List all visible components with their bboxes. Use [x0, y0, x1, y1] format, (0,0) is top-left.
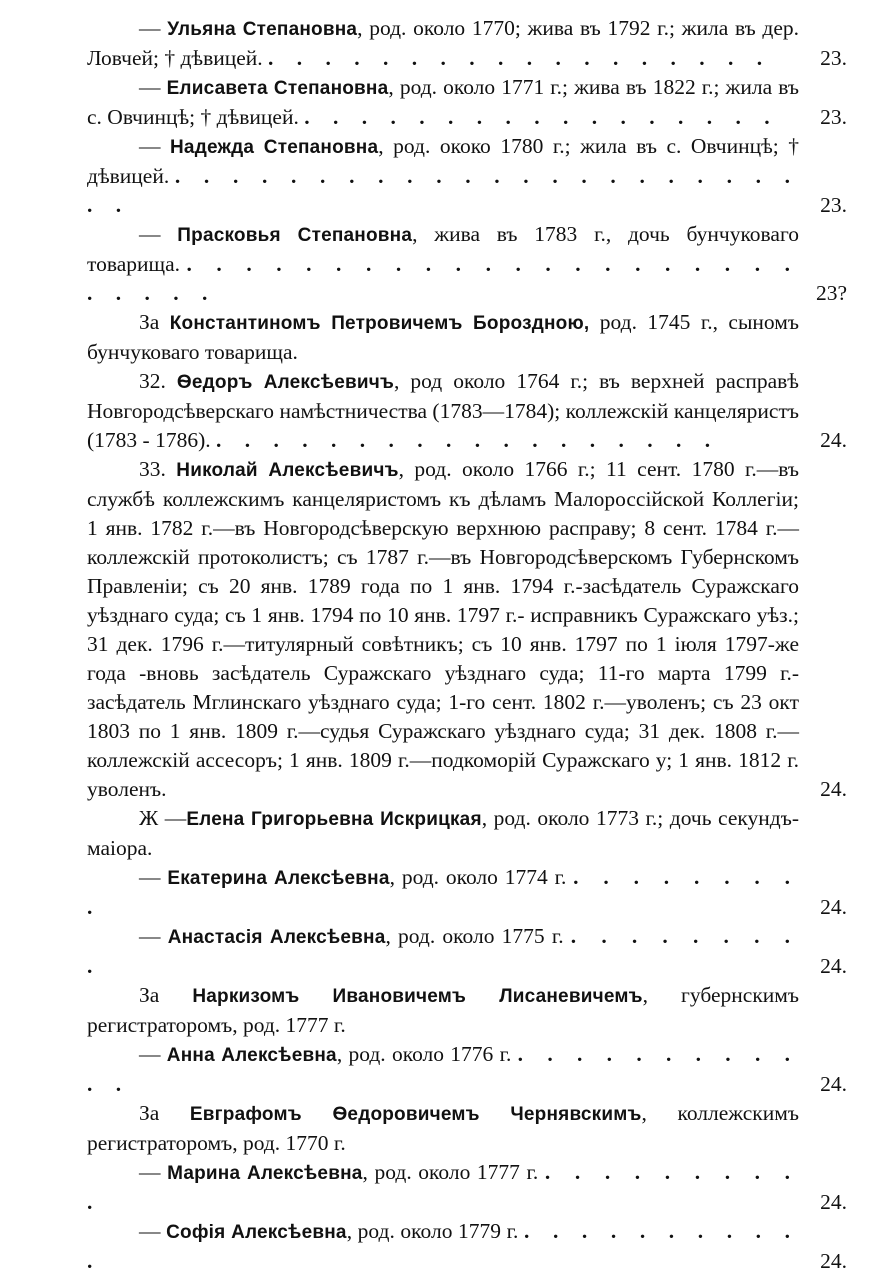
entry-text: , род. около 1779 г. [346, 1219, 524, 1243]
person-name: Надежда Степановна [170, 137, 379, 158]
page-reference: 23. [820, 46, 847, 70]
entry-text: , род. ококо 1780 г.; жила въ с. Овчинцѣ; † дѣвицей. [87, 134, 800, 188]
page-reference: 23. [820, 105, 847, 129]
person-name: Елисавета Степановна [166, 78, 389, 99]
entry-prefix: 33. [139, 457, 177, 481]
genealogy-entry [87, 1217, 847, 1276]
page-reference: 24. [820, 1190, 847, 1214]
entry-text: , род. около 1771 г.; жива въ 1822 г.; жила въ с. Овчинцѣ; † дѣвицей. [87, 75, 799, 129]
entry-text: , род. около 1773 г.; дочь секундъ-маіора. [87, 806, 800, 860]
entry-text: , род. около 1776 г. [336, 1042, 518, 1066]
genealogy-entry [87, 73, 847, 132]
entry-text: , род. около 1775 г. [385, 924, 571, 948]
genealogy-entry [87, 1158, 847, 1217]
genealogy-entry [87, 455, 847, 804]
page-reference: 23. [820, 193, 847, 217]
person-name: Евграфомъ Ѳедоровичемъ Чернявскимъ [189, 1104, 642, 1125]
leader-dots: . . . . . . . . . . . . . . . . . . [215, 428, 720, 452]
genealogy-entry [87, 132, 847, 220]
genealogy-entry [87, 14, 847, 73]
person-name: Наркизомъ Ивановичемъ Лисаневичемъ [192, 986, 643, 1007]
entry-prefix: 32. [139, 369, 177, 393]
person-name: Марина Алексѣевна [167, 1163, 363, 1184]
entry-prefix: Ж — [139, 806, 187, 830]
entry-prefix: За [139, 983, 193, 1007]
entry-text: , губернскимъ регистраторомъ, род. 1777 г. [87, 983, 799, 1037]
entry-prefix: — [139, 924, 168, 948]
person-name: Анна Алексѣевна [166, 1045, 337, 1066]
page-reference: 24. [820, 428, 847, 452]
leader-dots: . . . . . . . . . . . . . . . . . . [268, 46, 772, 70]
entry-prefix: — [139, 16, 168, 40]
genealogy-entry [87, 1099, 799, 1158]
entry-prefix: — [139, 222, 178, 246]
entry-text: , род около 1764 г.; въ верхней расправѣ Новгородсѣверскаго намѣстничества (1783—1784); коллежскій канцеляристъ (1783 - 1786). [87, 369, 799, 452]
entry-text: род. 1745 г., сыномъ бунчуковаго товарища. [87, 310, 799, 364]
person-name: Екатерина Алексѣевна [167, 868, 390, 889]
leader-dots: . . . . . . . . . [87, 924, 800, 978]
entry-text: , род. около 1766 г.; 11 сент. 1780 г.—въ службѣ коллежскимъ канцеляристомъ къ дѣламъ Малороссійской Коллегіи; 1 янв. 1782 г.—въ Новгородсѣверскую верхнюю расправу; 8 сент. 1784 г.—коллежскій протоколистъ; съ 1787 г.—въ Новгородсѣверскомъ Губернскомъ Правленіи; съ 20 янв. 1789 года по 1 янв. 1794 г.-засѣдатель Суражскаго уѣзднаго суда; съ 1 янв. 1794 по 10 янв. 1797 г.- исправникъ Суражскаго уѣз.; 31 дек. 1796 г.—титулярный совѣтникъ; съ 10 янв. 1797 по 1 іюля 1797-же года -вновь засѣдатель Суражскаго уѣзднаго суда; 11-го марта 1799 г.-засѣдатель Мглинскаго уѣзднаго суда; 1-го сент. 1802 г.—уволенъ; съ 23 окт 1803 по 1 янв. 1809 г.—судья Суражскаго уѣзднаго суда; 31 дек. 1808 г.—коллежскій ассесоръ; 1 янв. 1809 г.—подкоморій Суражскаго у; 1 янв. 1812 г. уволенъ. [87, 457, 800, 801]
entry-prefix: — [139, 75, 167, 99]
leader-dots: . . . . . . . . . . [87, 1160, 800, 1214]
genealogy-entry [87, 308, 799, 367]
entry-prefix: — [139, 1160, 168, 1184]
leader-dots: . . . . . . . . . . . [87, 1219, 800, 1273]
entry-text: , род. около 1777 г. [362, 1160, 545, 1184]
page-reference: 24. [820, 954, 847, 978]
leader-dots: . . . . . . . . . . . . . . . . . . . . . . . . . . [87, 252, 799, 305]
page-reference: 24. [820, 895, 847, 919]
entry-prefix: — [139, 134, 171, 158]
genealogy-entry [87, 981, 799, 1040]
person-name: Анастасія Алексѣевна [167, 927, 386, 948]
page-reference: 24. [820, 1249, 847, 1273]
person-name: Елена Григорьевна Искрицкая [186, 809, 482, 830]
genealogy-entry [87, 804, 799, 863]
entry-text: , жива въ 1783 г., дочь бунчуковаго товарища. [87, 222, 799, 276]
genealogy-entries [0, 14, 892, 1276]
person-name: Прасковья Степановна [177, 225, 413, 246]
genealogy-entry [87, 367, 847, 455]
person-name: Софія Алексѣевна [166, 1222, 347, 1243]
leader-dots: . . . . . . . . . . . . [87, 1042, 800, 1096]
entry-text: , род. около 1774 г. [389, 865, 574, 889]
page-reference: 23? [815, 281, 847, 305]
leader-dots: . . . . . . . . . . . . . . . . . [304, 105, 779, 129]
genealogy-entry [87, 220, 847, 308]
page-reference: 24. [820, 1072, 847, 1096]
person-name: Ѳедоръ Алексѣевичъ [176, 372, 394, 393]
page-reference: 24. [820, 777, 847, 801]
entry-prefix: — [139, 865, 168, 889]
person-name: Ульяна Степановна [167, 19, 358, 40]
genealogy-entry [87, 922, 847, 981]
entry-text: , род. около 1770; жива въ 1792 г.; жила въ дер. Ловчей; † дѣвицей. [87, 16, 799, 70]
entry-prefix: За [139, 310, 170, 334]
leader-dots: . . . . . . . . . . . . . . . . . . . . . . . . [87, 164, 800, 217]
leader-dots: . . . . . . . . . [87, 865, 800, 919]
genealogy-entry [87, 1040, 847, 1099]
entry-prefix: За [139, 1101, 190, 1125]
entry-text: , коллежскимъ регистраторомъ, род. 1770 г. [87, 1101, 799, 1155]
genealogy-entry [87, 863, 847, 922]
entry-prefix: — [139, 1042, 167, 1066]
person-name: Константиномъ Петровичемъ Бороздною, [169, 313, 590, 334]
entry-prefix: — [139, 1219, 167, 1243]
person-name: Николай Алексѣевичъ [176, 460, 399, 481]
